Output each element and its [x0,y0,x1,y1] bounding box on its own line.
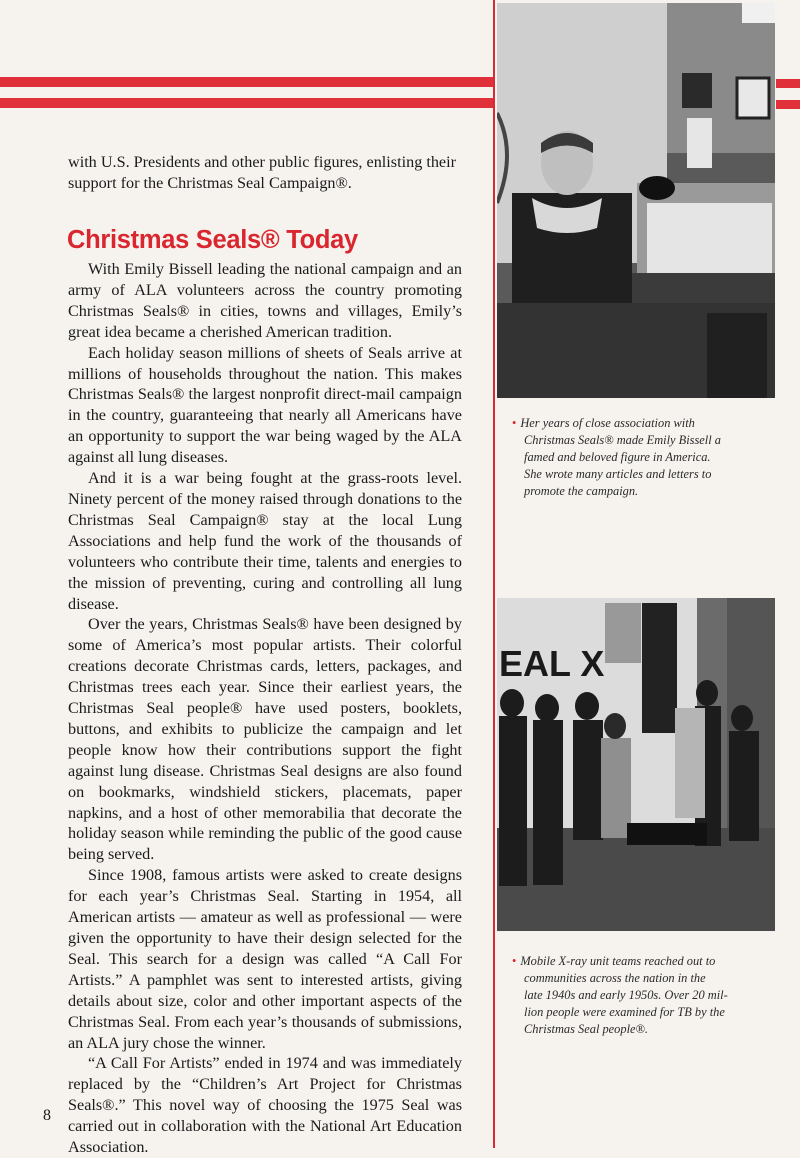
caption-line: promote the campaign. [524,483,639,498]
top-red-stripe-2 [0,98,493,108]
right-red-stripe-2 [776,100,800,109]
paragraph: And it is a war being fought at the grass-roots level. Ninety percent of the money raised through donations to the Christmas Seal Campaign® stay at the local Lung Associations and help fund the work of the thousands of volunteers who contribute their time, talents and energies to the mission of preventing, curing and controlling all lung disease. [68,469,462,613]
caption-line: late 1940s and early 1950s. Over 20 mil- [524,987,728,1002]
caption-line: • Mobile X-ray unit teams reached out to [512,954,716,968]
caption-line: Christmas Seal people®. [524,1021,649,1036]
paragraph: Since 1908, famous artists were asked to create designs for each year’s Christmas Seal. Starting in 1954, all American artists — amateur as well as professional — were given the opportunity to have their design selected for the Seal. This search for a design was called “A Call For Artists.” A pamphlet was sent to interested artists, giving details about size, color and other important aspects of the Christmas Seal. From each year’s thousands of submissions, an ALA jury chose the winner. [68,866,462,1052]
paragraph: “A Call For Artists” ended in 1974 and was immediately replaced by the “Children’s Art Project for Christmas Seals®.” This novel way of choosing the 1975 Seal was carried out in collaboration with the National Art Education Association. [68,1054,462,1157]
caption-line: Christmas Seals® made Emily Bissell a [524,432,721,447]
truck-sign-text: EAL X [499,643,605,684]
photo-mobile-xray-unit [497,598,775,931]
right-red-stripe-1 [776,79,800,88]
intro-text: with U.S. Presidents and other public figures, enlisting their support for the Christmas Seal Campaign®. [68,153,456,192]
caption-line: communities across the nation in the [524,970,706,985]
page-number: 8 [43,1107,51,1124]
caption-line: She wrote many articles and letters to [524,466,712,481]
vertical-red-rule [493,0,495,1148]
paragraph: With Emily Bissell leading the national campaign and an army of ALA volunteers across the country promoting Christmas Seals® in cities, towns and villages, Emily’s great idea became a cherished American tradition. [68,260,462,341]
caption-line: famed and beloved figure in America. [524,449,711,464]
article-body [68,259,462,1158]
bullet-icon: • [512,954,517,968]
bullet-icon: • [512,416,517,430]
photo-emily-bissell-at-desk [497,3,775,398]
caption-line: • Her years of close association with [512,416,695,430]
paragraph: Each holiday season millions of sheets of Seals arrive at millions of households throughout the nation. This makes Christmas Seals® the largest nonprofit direct-mail campaign in the country, guaranteeing that nearly all Americans have an opportunity to support the war being waged by the ALA against all lung diseases. [68,343,462,467]
paragraph: Over the years, Christmas Seals® have been designed by some of America’s most popular artists. Their colorful creations decorate Christmas cards, letters, packages, and Christmas trees each year. Since their earliest years, the Christmas Seal people® have used posters, booklets, buttons, and exhibits to publicize the campaign and let people know how their contributions support the fight against lung disease. Christmas Seal designs are also found on bookmarks, windshield stickers, placemats, paper napkins, and a host of other memorabilia that decorate the holiday season while reminding the public of the good cause being served. [68,615,462,864]
caption-line: lion people were examined for TB by the [524,1004,725,1019]
section-heading: Christmas Seals® Today [67,226,358,254]
photo-caption-1 [512,415,776,500]
top-red-stripe-1 [0,77,493,87]
photo-caption-2 [512,953,776,1038]
